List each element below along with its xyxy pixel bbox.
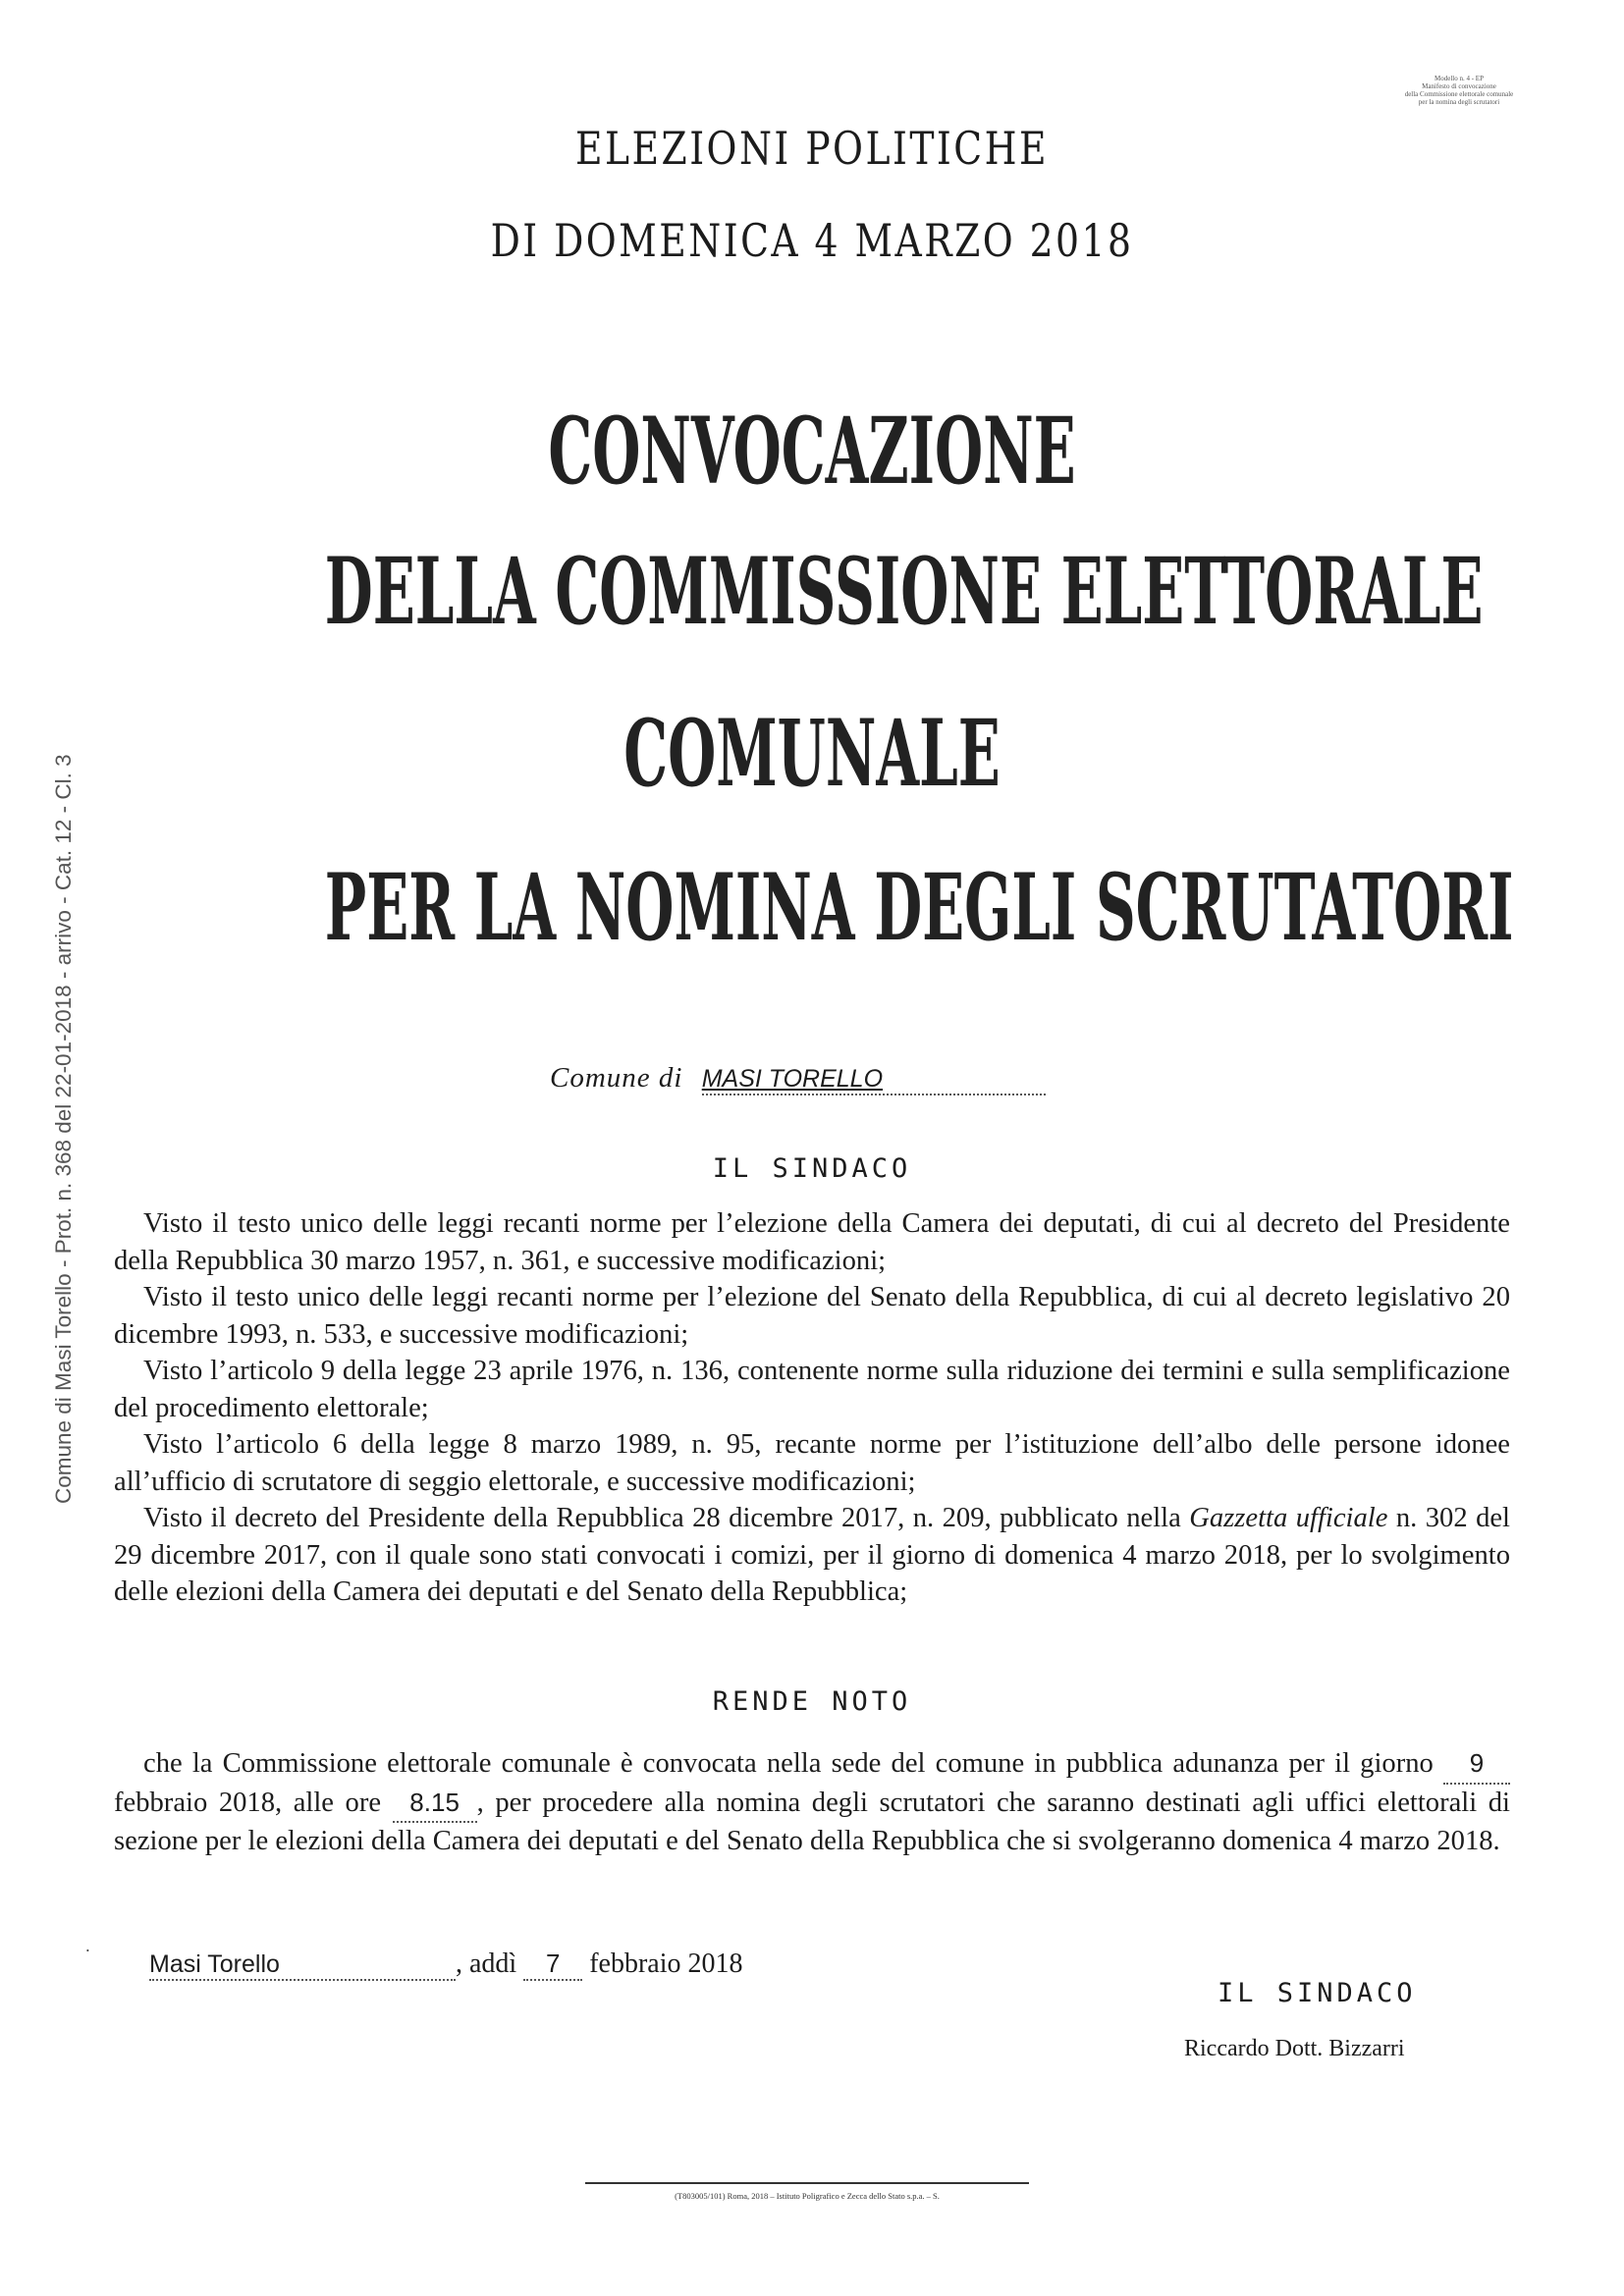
preamble xyxy=(114,1205,1510,1611)
decree-text: n. 302 del 29 dicembre 2017, con il quale sono stati convocati i comizi, per il giorno di domenica 4 marzo 2018, per lo svolgimento delle elezioni della Camera dei deputati e del Senato della Repubblica; xyxy=(114,1503,1511,1607)
main-title-line-4: PER LA NOMINA DEGLI SCRUTATORI xyxy=(324,854,1514,962)
meeting-time: 8.15 xyxy=(393,1785,477,1824)
model-note-line: della Commissione elettorale comunale xyxy=(1404,90,1514,98)
election-date: DI DOMENICA 4 MARZO 2018 xyxy=(490,214,1134,267)
comune-name: MASI TORELLO xyxy=(702,1065,1046,1095)
printer-footer: (T803005/101) Roma, 2018 – Istituto Poligrafico e Zecca dello Stato s.p.a. – S. xyxy=(675,2191,940,2201)
preamble-paragraph: Visto l’articolo 9 della legge 23 aprile 1976, n. 136, contenente norme sulla riduzione dei termini e sulla semplificazione del procedimento elettorale; xyxy=(114,1356,1510,1423)
notice xyxy=(114,1745,1510,1860)
notice-text: che la Commissione elettorale comunale è convocata nella sede del comune in pubblica adunanza per il giorno xyxy=(143,1748,1443,1779)
addi-label: , addì xyxy=(456,1949,517,1979)
place-name: Masi Torello xyxy=(149,1950,456,1981)
comune-line xyxy=(550,1062,1046,1095)
preamble-paragraph: Visto il testo unico delle leggi recanti norme per l’elezione del Senato della Repubblica, di cui al decreto legislativo 20 dicembre 1993, n. 533, e successive modificazioni; xyxy=(114,1282,1510,1350)
footer-divider xyxy=(585,2182,1029,2184)
sindaco-heading: IL SINDACO xyxy=(712,1153,912,1184)
model-note-line: per la nomina degli scrutatori xyxy=(1418,98,1500,106)
signing-month-year: febbraio 2018 xyxy=(589,1949,743,1979)
notice-text: febbraio 2018, alle ore xyxy=(114,1787,393,1818)
model-note-line: Manifesto di convocazione xyxy=(1422,82,1496,90)
main-title-line-2: DELLA COMMISSIONE ELETTORALE xyxy=(324,538,1484,646)
election-title: ELEZIONI POLITICHE xyxy=(575,122,1049,175)
main-title-line-1: CONVOCAZIONE xyxy=(548,398,1076,506)
signing-day: 7 xyxy=(523,1949,582,1981)
decree-text: Visto il decreto del Presidente della Repubblica 28 dicembre 2017, n. 209, pubblicato nella xyxy=(143,1503,1190,1533)
notice-paragraph xyxy=(114,1745,1510,1860)
model-note xyxy=(1371,75,1547,106)
signature-name: Riccardo Dott. Bizzarri xyxy=(1184,2036,1405,2061)
bullet-mark: ˙ xyxy=(84,1946,91,1967)
main-title-line-3: COMUNALE xyxy=(623,700,1001,808)
gazette-title: Gazzetta ufficiale xyxy=(1189,1503,1388,1533)
decree-paragraph xyxy=(114,1500,1510,1611)
place-date-line xyxy=(149,1949,743,1981)
protocol-stamp-text: Comune di Masi Torello - Prot. n. 368 del 22-01-2018 - arrivo - Cat. 12 - Cl. 3 xyxy=(51,754,76,1504)
model-note-line: Modello n. 4 - EP xyxy=(1435,75,1484,82)
preamble-paragraph: Visto l’articolo 6 della legge 8 marzo 1989, n. 95, recante norme per l’istituzione dell’albo delle persone idonee all’ufficio di scrutatore di seggio elettorale, e successive modificazioni; xyxy=(114,1429,1510,1497)
notice-text: , per procedere alla nomina degli scrutatori che saranno destinati agli uffici elettorali di sezione per le elezioni della Camera dei deputati e del Senato della Repubblica che si svolgeranno domenica 4 marzo 2018. xyxy=(114,1787,1510,1856)
signature-title: IL SINDACO xyxy=(1218,1978,1417,2008)
protocol-stamp xyxy=(51,640,77,1504)
meeting-day: 9 xyxy=(1443,1745,1510,1785)
preamble-paragraph: Visto il testo unico delle leggi recanti norme per l’elezione della Camera dei deputati, di cui al decreto del Presidente della Repubblica 30 marzo 1957, n. 361, e successive modificazioni; xyxy=(114,1208,1510,1276)
comune-label: Comune di xyxy=(550,1062,683,1094)
rende-noto-heading: RENDE NOTO xyxy=(712,1686,912,1717)
